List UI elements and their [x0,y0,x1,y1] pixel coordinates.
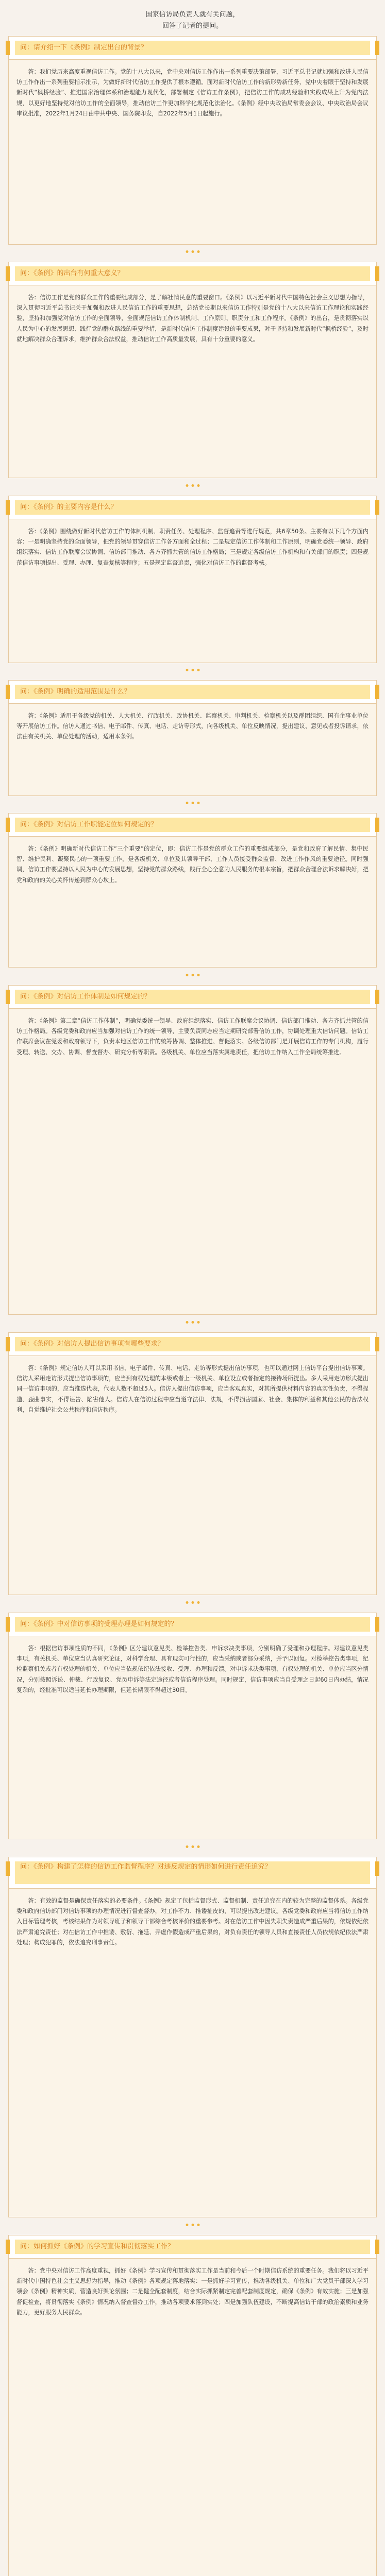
question-bar-1 [8,36,377,60]
intro-line-1: 国家信访局负责人就有关问题， [145,11,240,19]
intro-line-2: 回答了记者的提问。 [162,22,223,30]
answer-1: 答：我们党历来高度重视信访工作。党的十八大以来，党中央对信访工作作出一系列重要决策部署，习近平总书记就加强和改进人民信访工作作出一系列重要指示批示，为做好新时代信访工作提供了根本遵循。面对新时代信访工作的新形势新任务，党中央着眼于坚持和发展新时代“枫桥经验”、推进国家治理体系和治理能力现代化，部署制定《信访工作条例》，把信访工作的成功经验和实践成果上升为党内法规，以更好地坚持党对信访工作的全面领导，推动信访工作更加科学化规范化法治化。《条例》经中央政治局常委会会议、中央政治局会议审议批准，2022年1月24日由中共中央、国务院印发，自2022年5月1日起施行。 [16,69,369,117]
question-bar-8 [8,1613,377,1636]
answer-3: 答：《条例》围绕做好新时代信访工作的体制机制、职责任务、处理程序、监督追责等进行规范，共6章50条。主要有以下几个方面内容：一是明确坚持党的全面领导，把党的领导贯穿信访工作各方面和全过程；二是规定信访工作体制和工作原则，明确党委统一领导、政府组织落实、信访工作联席会议协调、信访部门推动、各方齐抓共管的信访工作格局；三是规定各级信访工作机构和有关部门的职责；四是规范信访事项提出、受理、办理、复查复核等程序；五是规定监督追责，强化对信访工作的监督考核。 [16,528,369,566]
question-5: 问：《条例》对信访工作职能定位如何规定的？ [20,821,158,828]
question-bar-4 [8,680,377,704]
divider-dots-2 [186,484,199,487]
answer-7: 答：《条例》规定信访人可以采用书信、电子邮件、传真、电话、走访等形式提出信访事项，也可以通过网上信访平台提出信访事项。信访人采用走访形式提出信访事项的，应当到有权处理的本级或者上一级机关、单位设立或者指定的接待场所提出。多人采用走访形式提出同一信访事项的，应当推选代表，代表人数不超过5人。信访人提出信访事项，应当客观真实，对其所提供材料内容的真实性负责，不得捏造、歪曲事实，不得诬告、陷害他人。信访人在信访过程中应当遵守法律、法规，不得损害国家、社会、集体的利益和其他公民的合法权利，自觉维护社会公共秩序和信访秩序。 [16,1365,369,1413]
question-8: 问：《条例》中对信访事项的受理办理是如何规定的？ [20,1620,178,1628]
divider-dots-4 [186,802,199,804]
divider-dots-7 [186,1601,199,1604]
question-7: 问：《条例》对信访人提出信访事项有哪些要求？ [20,1340,164,1348]
divider-dots-6 [186,1321,199,1324]
divider-dots-8 [186,1845,199,1848]
question-bar-7 [8,1332,377,1356]
divider-dots-9 [186,2224,199,2226]
question-10: 问：如何抓好《条例》的学习宣传和贯彻落实工作？ [20,2243,175,2250]
question-bar-6 [8,985,377,1009]
answer-2: 答：信访工作是党的群众工作的重要组成部分，是了解社情民意的重要窗口。《条例》以习近平新时代中国特色社会主义思想为指导，深入贯彻习近平总书记关于加强和改进人民信访工作的重要思想，总结党长期以来信访工作特别是党的十八大以来信访工作理论和实践经验，坚持和加强党对信访工作的全面领导，全面规范信访工作体制机制、工作原则、职责分工和工作程序。《条例》的出台，是贯彻落实以人民为中心的发展思想、践行党的群众路线的重要举措，是新时代信访工作制度建设的重要成果，对于坚持和发展新时代“枫桥经验”，及时就地解决群众合理诉求，维护群众合法权益，推动信访工作高质量发展，具有十分重要的意义。 [16,294,369,343]
answer-9: 答：有效的监督是确保责任落实的必要条件。《条例》规定了包括监督形式、监督机制、责任追究在内的较为完整的监督体系。各级党委和政府信访部门对信访事项的办理情况进行督查督办，对工作不力、推诿扯皮的，可以提出改进建议。各级党委和政府应当将信访工作纳入目标管理考核，考核结果作为对领导班子和领导干部综合考核评价的重要参考。对在信访工作中因失职失责造成严重后果的，依规依纪依法严肃追究责任；对在信访工作中推诿、敷衍、拖延、弄虚作假造成严重后果的，对负有责任的领导人员和直接责任人员依规依纪依法严肃处理；构成犯罪的，依法追究刑事责任。 [16,1897,369,1946]
question-1: 问：请介绍一下《条例》制定出台的背景？ [20,44,148,52]
question-bar-2 [8,262,377,285]
intro [0,0,385,32]
question-9: 问：《条例》构建了怎样的信访工作监督程序？对违反规定的情形如何进行责任追究？ [20,1863,272,1871]
divider-dots-5 [186,974,199,976]
divider-dots-1 [186,250,199,253]
divider-dots-3 [186,669,199,671]
question-3: 问：《条例》的主要内容是什么？ [20,503,118,511]
question-bar-5 [8,813,377,837]
question-4: 问：《条例》明确的适用范围是什么？ [20,688,131,696]
question-2: 问：《条例》的出台有何重大意义？ [20,269,124,277]
question-bar-10 [8,2235,377,2259]
question-bar-9 [8,1857,377,1889]
question-bar-3 [8,496,377,519]
answer-6: 答：《条例》第二章“信访工作体制”，明确党委统一领导、政府组织落实、信访工作联席会议协调、信访部门推动、各方齐抓共管的信访工作格局。各级党委和政府应当加强对信访工作的统一领导，主要负责同志应当定期研究部署信访工作，协调处理重大信访问题。信访工作联席会议在党委和政府领导下，负责本地区信访工作的统筹协调、整体推进、督促落实。各级信访部门是开展信访工作的专门机构，履行受理、转送、交办、协调、督查督办、研究分析等职责。各级机关、单位应当落实属地责任，把信访工作纳入工作全局统筹推进。 [16,1018,369,1056]
answer-4: 答：《条例》适用于各级党的机关、人大机关、行政机关、政协机关、监察机关、审判机关、检察机关以及群团组织、国有企事业单位等开展信访工作。信访人通过书信、电子邮件、传真、电话、走访等形式，向各级机关、单位反映情况，提出建议、意见或者投诉请求，依法由有关机关、单位处理的活动，适用本条例。 [16,713,369,740]
question-6: 问：《条例》对信访工作体制是如何规定的？ [20,993,151,1001]
answer-10: 答：党中央对信访工作高度重视，抓好《条例》学习宣传和贯彻落实工作是当前和今后一个时期信访系统的重要任务。我们将以习近平新时代中国特色社会主义思想为指导，推动《条例》各项规定落地落实：一是抓好学习宣传，推动各级机关、单位和广大党员干部深入学习领会《条例》精神实质，营造良好舆论氛围；二是健全配套制度，结合实际抓紧制定完善配套制度规定，确保《条例》有效实施；三是加强督促检查，将贯彻落实《条例》情况纳入督查督办工作，推动各项要求落到实处；四是加强队伍建设，不断提高信访干部的政治素质和业务能力，更好服务人民群众。 [16,2267,369,2316]
answer-8: 答：根据信访事项性质的不同，《条例》区分建议意见类、检举控告类、申诉求决类事项，分别明确了受理和办理程序。对建议意见类事项，有关机关、单位应当认真研究论证，对科学合理、具有现实可行性的，应当采纳或者部分采纳，并予以回复。对检举控告类事项，纪检监察机关或者有权处理的机关、单位应当依规依纪依法接收、受理、办理和反馈。对申诉求决类事项，有权处理的机关、单位应当区分情况，分别按照诉讼、仲裁、行政复议、党员申诉等法定途径或者信访程序处理。同时规定，信访事项应当自受理之日起60日内办结，情况复杂的，经批准可以适当延长办理期限，但延长期限不得超过30日。 [16,1645,369,1693]
answer-5: 答：《条例》明确新时代信访工作“三个重要”的定位，即：信访工作是党的群众工作的重要组成部分，是党和政府了解民情、集中民智、维护民利、凝聚民心的一项重要工作，是各级机关、单位及其领导干部、工作人员接受群众监督、改进工作作风的重要途径。同时强调，信访工作要坚持以人民为中心的发展思想，坚持党的群众路线，践行全心全意为人民服务的根本宗旨，把群众合理合法诉求解决好，把党和政府的关心关怀传递到群众心坎上。 [16,845,369,884]
